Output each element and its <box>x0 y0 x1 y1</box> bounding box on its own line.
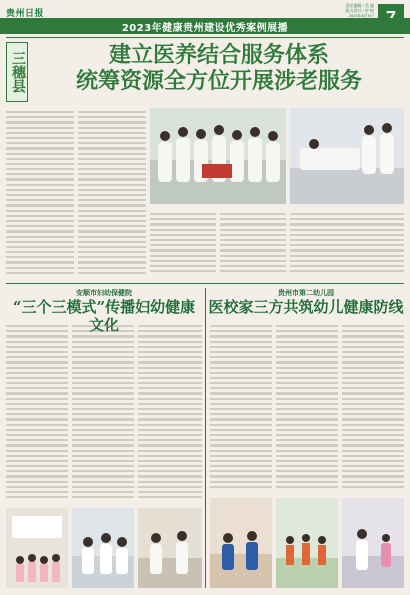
article1-text-col4 <box>220 210 286 276</box>
article3-headline: 医校家三方共筑幼儿健康防线 <box>208 298 404 316</box>
article2-subtitle: 安顺市妇幼保健院 <box>76 289 132 297</box>
article1-title-line2: 统筹资源全方位开展涉老服务 <box>75 68 362 94</box>
article3-photo-2 <box>276 498 338 588</box>
article2-photo-1 <box>6 508 68 588</box>
page-header <box>0 0 410 38</box>
article2-text-col1 <box>6 322 68 502</box>
article3-photo-3 <box>342 498 404 588</box>
photo-checkup-illustration <box>342 498 404 588</box>
header-rule <box>6 37 404 38</box>
article1-text-col2 <box>78 108 146 276</box>
article3-text-col1 <box>210 322 272 492</box>
photo-lecture-illustration <box>6 508 68 588</box>
article2-headline: “三个三模式”传播妇幼健康文化 <box>12 298 196 334</box>
header-info <box>346 3 374 18</box>
article1-text-col3 <box>150 210 216 276</box>
county-label: 三穗县 <box>6 42 28 102</box>
newspaper-logo: 贵州日报 <box>6 8 45 18</box>
column-divider <box>205 288 206 588</box>
header-info-line: 版式设计 / 审 校 <box>345 8 374 13</box>
article3-photo-1 <box>210 498 272 588</box>
photo-playground-illustration <box>276 498 338 588</box>
photo-elderly-illustration <box>290 108 404 204</box>
article2-photo-3 <box>138 508 202 588</box>
article2-photo-2 <box>72 508 134 588</box>
photo-class-illustration <box>72 508 134 588</box>
photo-kids-illustration <box>210 498 272 588</box>
article1-text-col1 <box>6 108 74 276</box>
article3-subtitle: 贵州市第二幼儿园 <box>278 289 334 297</box>
article1-title-line1: 建立医养结合服务体系 <box>108 42 329 68</box>
header-info-line: 2024年8月5日 <box>348 13 374 18</box>
banner-title: 2023年健康贵州建设优秀案例展播 <box>121 23 289 34</box>
section-divider <box>6 283 404 284</box>
article3-text-col3 <box>342 322 404 492</box>
article1-text-col5 <box>290 210 404 276</box>
article1-photo-staff <box>150 108 286 204</box>
article2-text-col3 <box>138 322 202 502</box>
article1-headline <box>34 42 404 94</box>
article2-text-col2 <box>72 322 134 502</box>
header-info-line: 责任编辑 / 美 编 <box>345 3 374 8</box>
photo-staff-illustration <box>150 108 286 204</box>
article1-photo-elderly <box>290 108 404 204</box>
article3-text-col2 <box>276 322 338 492</box>
photo-outreach-illustration <box>138 508 202 588</box>
